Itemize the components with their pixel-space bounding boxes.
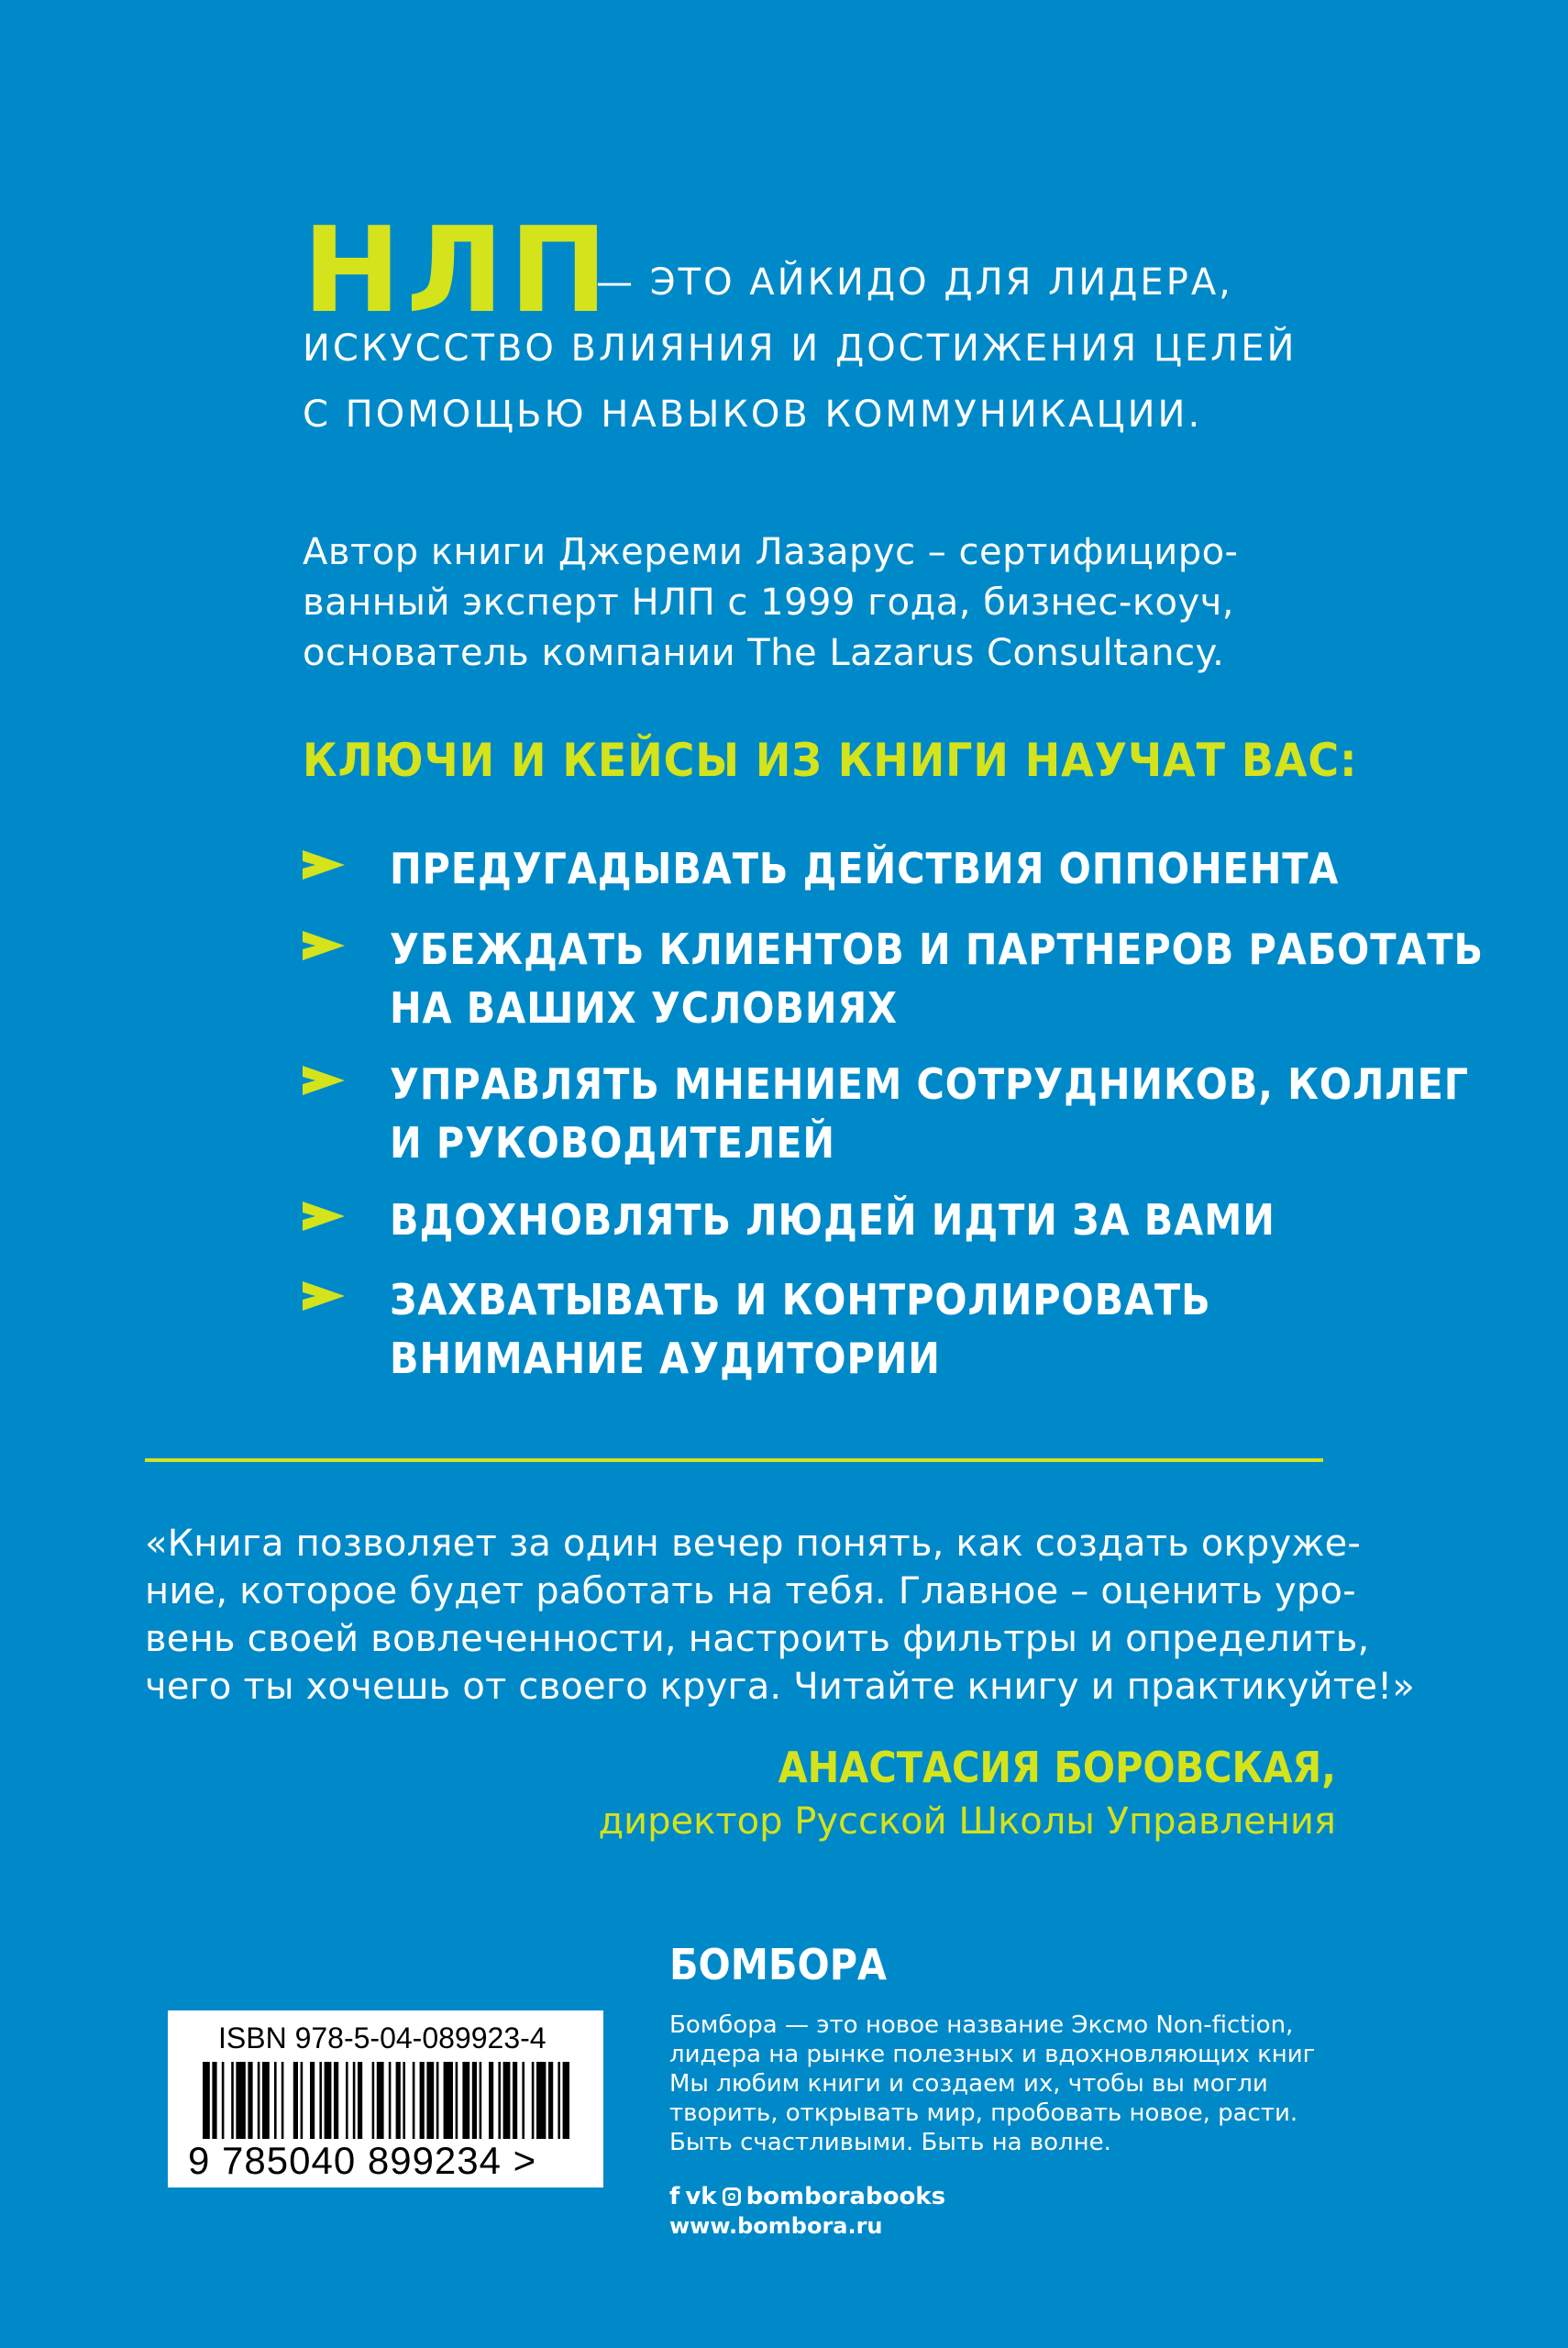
barcode-bar [236, 2062, 245, 2139]
bullet-text: УБЕЖДАТЬ КЛИЕНТОВ И ПАРТНЕРОВ РАБОТАТЬ [390, 925, 1484, 974]
barcode-bar [353, 2062, 356, 2139]
barcode-bar [377, 2062, 384, 2139]
barcode-bar [396, 2062, 401, 2139]
author-line: основатель компании The Lazarus Consultancy. [303, 632, 1225, 674]
barcode-bar [358, 2062, 362, 2139]
barcode-bar [301, 2062, 304, 2139]
arrow-bullet-icon [303, 1202, 345, 1231]
arrow-bullet-icon [303, 850, 345, 880]
barcode-bar [480, 2062, 482, 2139]
barcode-bar [282, 2062, 284, 2139]
quote-author: АНАСТАСИЯ БОРОВСКАЯ, [778, 1743, 1336, 1792]
bullet-text: ЗАХВАТЫВАТЬ И КОНТРОЛИРОВАТЬ [390, 1275, 1211, 1324]
publisher-name: БОМБОРА [669, 1940, 888, 1989]
author-line: ванный эксперт НЛП с 1999 года, бизнес-коуч, [303, 581, 1234, 624]
publisher-website[interactable]: www.bombora.ru [669, 2213, 883, 2239]
bullet-text: ВДОХНОВЛЯТЬ ЛЮДЕЙ ИДТИ ЗА ВАМИ [390, 1195, 1275, 1245]
keys-heading: КЛЮЧИ И КЕЙСЫ ИЗ КНИГИ НАУЧАТ ВАС: [303, 734, 1358, 787]
barcode-bar [222, 2062, 225, 2139]
social-links [669, 2183, 945, 2210]
barcode-bar [426, 2062, 434, 2139]
social-handle[interactable]: bomborabooks [745, 2183, 946, 2210]
lead-line: ИСКУССТВО ВЛИЯНИЯ И ДОСТИЖЕНИЯ ЦЕЛЕЙ [303, 327, 1297, 370]
barcode-bar [536, 2062, 546, 2139]
publisher-description [669, 2010, 1366, 2157]
barcode-bar [203, 2062, 210, 2139]
barcode-bar [456, 2062, 458, 2139]
barcode-bar [563, 2062, 569, 2139]
barcode-bar [319, 2062, 322, 2139]
barcode-bar [489, 2062, 493, 2139]
arrow-bullet-icon [303, 1281, 345, 1311]
barcode-bar [532, 2062, 535, 2139]
barcode-bar [372, 2062, 375, 2139]
barcode-bar [420, 2062, 425, 2139]
barcode-bar [334, 2062, 338, 2139]
barcode-bar [522, 2062, 525, 2139]
barcode-bar [310, 2062, 315, 2139]
isbn-number: ISBN 978-5-04-089923-4 [218, 2021, 547, 2054]
barcode-bar [503, 2062, 511, 2139]
barcode-bar [274, 2062, 277, 2139]
quote-line: «Книга позволяет за один вечер понять, как создать окруже- [145, 1523, 1362, 1565]
author-line: Автор книги Джереми Лазарус – сертифициро- [303, 531, 1239, 573]
barcode-bar [558, 2062, 560, 2139]
isbn-barcode [168, 2010, 603, 2187]
facebook-icon[interactable]: f [669, 2183, 680, 2210]
testimonial-quote [145, 1520, 1416, 1711]
barcode-bar [212, 2062, 216, 2139]
barcode-bar [462, 2062, 469, 2139]
quote-author-role: директор Русской Школы Управления [598, 1800, 1336, 1843]
quote-line: вень своей вовлеченности, настроить фильтры и определить, [145, 1618, 1370, 1660]
barcode-bar [403, 2062, 405, 2139]
quote-line: ние, которое будет работать на тебя. Главное – оценить уро- [145, 1570, 1356, 1612]
quote-line: чего ты хочешь от своего круга. Читайте книгу и практикуйте!» [145, 1666, 1416, 1708]
vk-icon[interactable]: vk [685, 2183, 717, 2210]
publisher-line: Мы любим книги и создаем их, чтобы вы могли [669, 2070, 1268, 2098]
barcode-bar [389, 2062, 392, 2139]
barcode-bar [325, 2062, 332, 2139]
bullet-text: ВНИМАНИЕ АУДИТОРИИ [390, 1334, 941, 1383]
barcode-bar [262, 2062, 270, 2139]
arrow-bullet-icon [303, 931, 345, 960]
bullet-text: УПРАВЛЯТЬ МНЕНИЕМ СОТРУДНИКОВ, КОЛЛЕГ [390, 1059, 1470, 1109]
barcode-bar [513, 2062, 517, 2139]
publisher-line: Быть счастливыми. Быть на волне. [669, 2129, 1111, 2156]
divider-line [145, 1458, 1323, 1462]
barcode-bar [498, 2062, 501, 2139]
publisher-line: творить, открывать мир, пробовать новое, расти. [669, 2099, 1298, 2127]
barcode-bar [548, 2062, 553, 2139]
instagram-icon[interactable] [723, 2187, 741, 2206]
barcode-bar [258, 2062, 260, 2139]
barcode-bar [436, 2062, 439, 2139]
arrow-bullet-icon [303, 1066, 345, 1095]
barcode-bar [444, 2062, 453, 2139]
bullet-text: И РУКОВОДИТЕЛЕЙ [390, 1118, 835, 1168]
lead-line: — ЭТО АЙКИДО ДЛЯ ЛИДЕРА, [596, 261, 1233, 304]
bullet-text: НА ВАШИХ УСЛОВИЯХ [390, 983, 899, 1033]
publisher-line: Бомбора — это новое название Эксмо Non-fiction, [669, 2011, 1294, 2039]
barcode-bar [346, 2062, 348, 2139]
barcode-bar [293, 2062, 298, 2139]
barcode-bar [413, 2062, 415, 2139]
barcode-bar [231, 2062, 234, 2139]
brand-title: НЛП [303, 203, 613, 339]
barcode-bar [472, 2062, 477, 2139]
lead-line: С ПОМОЩЬЮ НАВЫКОВ КОММУНИКАЦИИ. [303, 393, 1203, 436]
barcode-bars [203, 2062, 569, 2139]
publisher-line: лидера на рынке полезных и вдохновляющих книг [669, 2041, 1316, 2068]
barcode-bar [248, 2062, 252, 2139]
bullet-text: ПРЕДУГАДЫВАТЬ ДЕЙСТВИЯ ОППОНЕНТА [390, 844, 1340, 893]
barcode-digits: 9 785040 899234 > [188, 2139, 537, 2182]
author-paragraph [303, 527, 1275, 679]
